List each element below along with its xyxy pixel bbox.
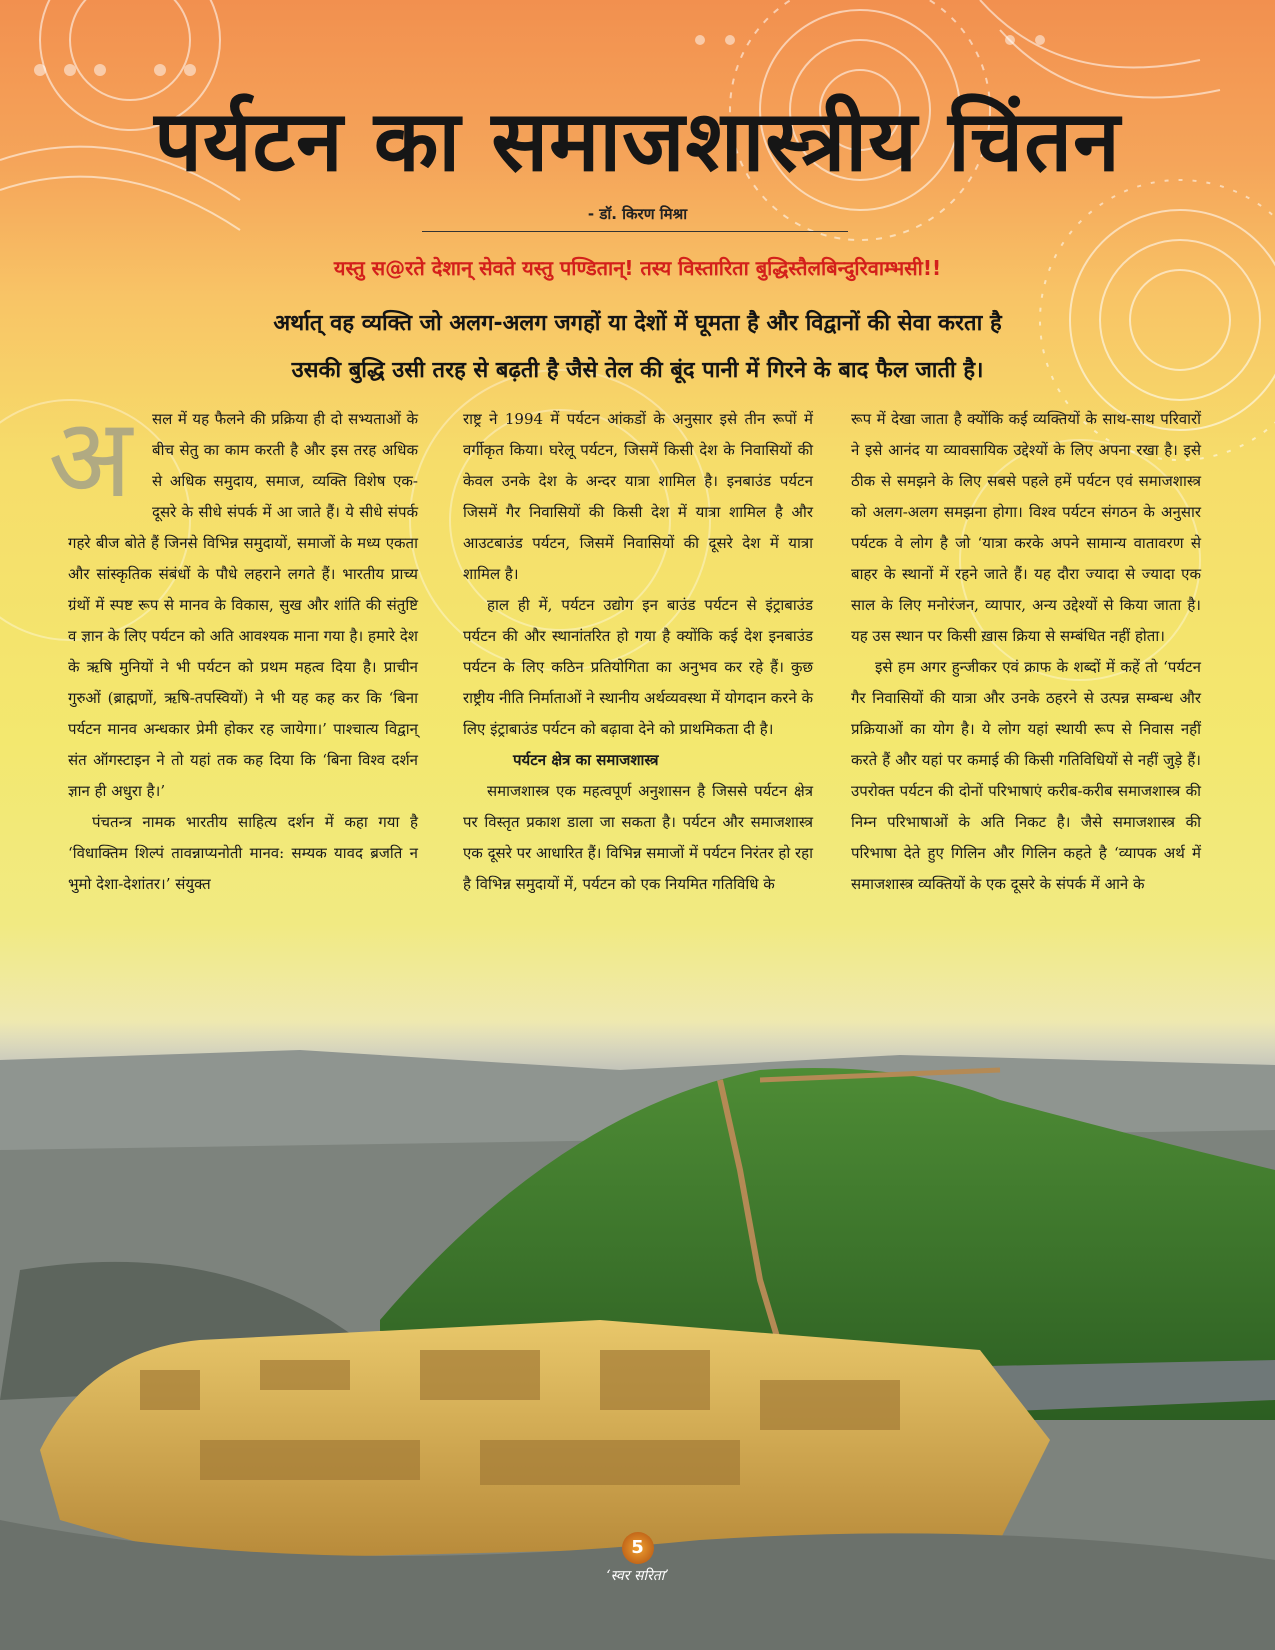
meaning-line-1: अर्थात् वह व्यक्ति जो अलग-अलग जगहों या देशों में घूमता है और विद्वानों की सेवा करता है (273, 311, 1002, 336)
article-title: पर्यटन का समाजशास्त्रीय चिंतन (154, 92, 1121, 190)
sanskrit-shloka: यस्तु स@रते देशान् सेवते यस्तु पण्डितान्! तस्य विस्तारिता बुद्धिस्तैलबिन्दुरिवाम्भसी!! (333, 256, 942, 280)
paragraph: समाजशास्त्र एक महत्वपूर्ण अनुशासन है जिससे पर्यटन क्षेत्र पर विस्तृत प्रकाश डाला जा सकता है। पर्यटन और समाजशास्त्र एक दूसरे पर आधारित हैं। विभिन्न समाजों में पर्यटन निरंतर हो रहा है विभिन्न समुदायों में, पर्यटन को एक नियमित गतिविधि के (463, 782, 813, 893)
paragraph: रूप में देखा जाता है क्योंकि कई व्यक्तियों के साथ-साथ परिवारों ने इसे आनंद या व्यावसायिक उद्देश्यों के लिए अपना रखा है। इसे ठीक से समझने के लिए सबसे पहले हमें पर्यटन एवं समाजशास्त्र को अलग-अलग समझना होगा। विश्व पर्यटन संगठन के अनुसार पर्यटक वे लोग है जो ‘यात्रा करके अपने सामान्य वातावरण से बाहर के स्थानों में रहने जाते हैं। यह दौरा ज्यादा से ज्यादा एक साल के लिए मनोरंजन, व्यापार, अन्य उद्देश्यों से किया जाता है। यह उस स्थान पर किसी ख़ास क्रिया से सम्बंधित नहीं होता। (851, 410, 1201, 645)
paragraph: पंचतन्त्र नामक भारतीय साहित्य दर्शन में कहा गया है ‘विधाक्तिम शिल्पं तावन्नाप्यनोती मानव: सम्यक यावद ब्रजति न भुमो देशा-देशांतर।’ संयुक्त (68, 813, 418, 893)
page-footer (580, 1532, 695, 1585)
paragraph: राष्ट्र ने 1994 में पर्यटन आंकडों के अनुसार इसे तीन रूपों में वर्गीकृत किया। घरेलू पर्यटन, जिसमें किसी देश के निवासियों की केवल उनके देश के अन्दर यात्रा शामिल है। इनबाउंड पर्यटन जिसमें गैर निवासियों की किसी देश में यात्रा शामिल है और आउटबाउंड पर्यटन, जिसमें निवासियों की दूसरे देश में यात्रा शामिल है। (463, 410, 813, 583)
paragraph: इसे हम अगर हुन्जीकर एवं क्राफ के शब्दों में कहें तो ‘पर्यटन गैर निवासियों की यात्रा और उनके ठहरने से उत्पन्न सम्बन्ध और प्रक्रियाओं का योग है। ये लोग यहां स्थायी रूप से निवास नहीं करते हैं और यहां पर कमाई की किसी गतिविधियों से नहीं जुड़े हैं। उपरोक्त पर्यटन की दोनों परिभाषाएं करीब-करीब समाजशास्त्र की निम्न परिभाषाओं के अति निकट है। जैसे समाजशास्त्र की परिभाषा देते हुए गिलिन और गिलिन कहते है ‘व्यापक अर्थ में समाजशास्त्र व्यक्तियों के एक दूसरे के संपर्क में आने के (851, 658, 1201, 893)
column-2 (463, 404, 813, 900)
shloka-meaning (100, 300, 1175, 394)
column-1 (48, 394, 418, 900)
column-3 (851, 404, 1201, 900)
author-byline: - डॉ. किरण मिश्रा (587, 205, 688, 223)
byline-divider (422, 231, 848, 232)
section-heading: पर्यटन क्षेत्र का समाजशास्त्र (513, 751, 659, 769)
magazine-name: ‘स्वर सरिता’ (606, 1568, 669, 1584)
drop-cap: अ (48, 394, 133, 522)
paragraph: हाल ही में, पर्यटन उद्योग इन बाउंड पर्यटन से इंट्राबाउंड पर्यटन की और स्थानांतरित हो गया है क्योंकि कई देश इनबाउंड पर्यटन के लिए कठिन प्रतियोगिता का अनुभव कर रहे हैं। कुछ राष्ट्रीय नीति निर्माताओं ने स्थानीय अर्थव्यवस्था में योगदान करने के लिए इंट्राबाउंड पर्यटन को बढ़ावा देने को प्राथमिकता दी है। (463, 596, 813, 738)
page-number: 5 (622, 1532, 654, 1564)
paragraph: सल में यह फैलने की प्रक्रिया ही दो सभ्यताओं के बीच सेतु का काम करती है और इस तरह अधिक से अधिक समुदाय, समाज, व्यक्ति विशेष एक-दूसरे के सीधे संपर्क में आ जाते हैं। ये सीधे संपर्क गहरे बीज बोते हैं जिनसे विभिन्न समुदायों, समाजों के मध्य एकता और सांस्कृतिक संबंधों के पौधे लहराने लगते हैं। भारतीय प्राच्य ग्रंथों में स्पष्ट रूप से मानव के विकास, सुख और शांति की संतुष्टि व ज्ञान के लिए पर्यटन को अति आवश्यक माना गया है। हमारे देश के ऋषि मुनियों ने भी पर्यटन को प्रथम महत्व दिया है। प्राचीन गुरुओं (ब्राह्मणों, ऋषि-तपस्वियों) ने भी यह कह कर कि ‘बिना पर्यटन मानव अन्धकार प्रेमी होकर रह जायेगा।’ पाश्चात्य विद्वान् संत ऑगस्टाइन ने तो यहां तक कह दिया कि ‘बिना विश्व दर्शन ज्ञान ही अधुरा है।’ (68, 410, 418, 800)
meaning-line-2: उसकी बुद्धि उसी तरह से बढ़ती है जैसे तेल की बूंद पानी में गिरने के बाद फैल जाती है। (291, 358, 984, 383)
